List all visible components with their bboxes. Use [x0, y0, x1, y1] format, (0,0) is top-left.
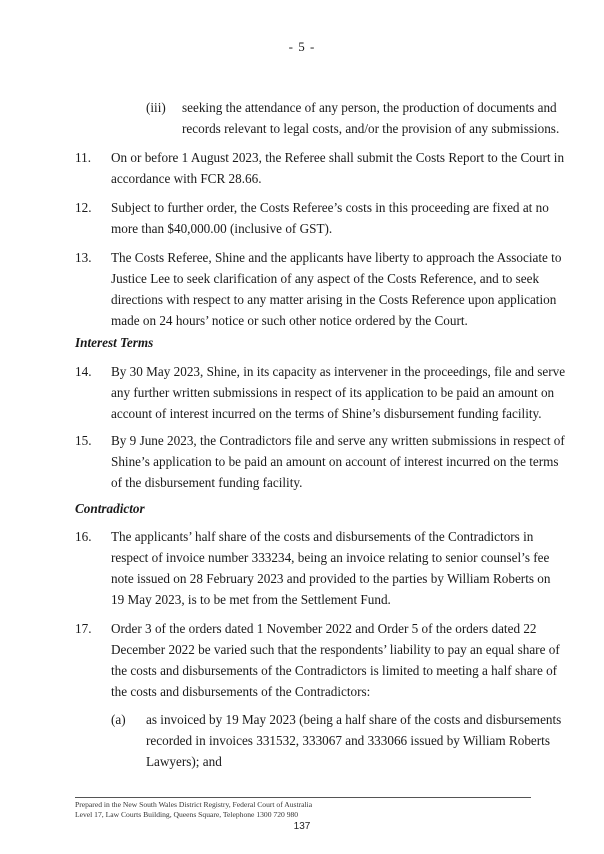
paragraph-line: more than $40,000.00 (inclusive of GST). [111, 221, 333, 236]
paragraph-line: note issued on 28 February 2023 and provided to the parties by William Roberts on [111, 571, 551, 586]
paragraph-line: the costs and disbursements of the Contradictors is limited to meeting a half share of [111, 663, 558, 678]
paragraph-line: the costs and disbursements of the Contradictors: [111, 684, 371, 699]
paragraph-line: On or before 1 August 2023, the Referee shall submit the Costs Report to the Court in [111, 150, 565, 165]
section-heading-interest-terms: Interest Terms [75, 335, 154, 350]
paragraph-line: Lawyers); and [146, 754, 222, 769]
paragraph-line: directions with respect to any matter arising in the Costs Reference upon application [111, 292, 557, 307]
paragraph-line: of the disbursement funding facility. [111, 475, 303, 490]
paragraph-line: 19 May 2023, is to be met from the Settlement Fund. [111, 592, 391, 607]
footer-registry: Prepared in the New South Wales District Registry, Federal Court of Australia [75, 800, 313, 809]
paragraph-line: seeking the attendance of any person, the production of documents and [182, 100, 557, 115]
footer-address: Level 17, Law Courts Building, Queens Square, Telephone 1300 720 980 [75, 810, 299, 819]
paragraph-line: any further written submissions in respect of its application to be paid an amount on [111, 385, 555, 400]
paragraph-line: account of interest incurred on the terms of Shine’s disbursement funding facility. [111, 406, 542, 421]
paragraph-number: 14. [75, 364, 92, 379]
paragraph-line: By 9 June 2023, the Contradictors file and serve any written submissions in respect of [111, 433, 565, 448]
paragraph-line: Order 3 of the orders dated 1 November 2022 and Order 5 of the orders dated 22 [111, 621, 537, 636]
paragraph-line: The applicants’ half share of the costs and disbursements of the Contradictors in [111, 529, 534, 544]
paragraph-number: 16. [75, 529, 92, 544]
paragraph-line: recorded in invoices 331532, 333067 and 333066 issued by William Roberts [146, 733, 550, 748]
footer-divider [75, 797, 531, 798]
paragraph-number: 13. [75, 250, 92, 265]
paragraph-number: 11. [75, 150, 91, 165]
paragraph-line: December 2022 be varied such that the respondents’ liability to pay an equal share of [111, 642, 560, 657]
page-number: - 5 - [288, 39, 316, 54]
paragraph-line: Justice Lee to seek clarification of any aspect of the Costs Reference, and to seek [111, 271, 540, 286]
paragraph-line: respect of invoice number 333234, being an invoice relating to senior counsel’s fee [111, 550, 550, 565]
subparagraph-number: (iii) [146, 100, 166, 115]
paragraph-line: made on 24 hours’ notice or such other notice ordered by the Court. [111, 313, 468, 328]
paragraph-line: By 30 May 2023, Shine, in its capacity as intervener in the proceedings, file and serve [111, 364, 566, 379]
paragraph-line: accordance with FCR 28.66. [111, 171, 262, 186]
subparagraph-number: (a) [111, 712, 126, 727]
paragraph-number: 15. [75, 433, 92, 448]
paragraph-line: Subject to further order, the Costs Referee’s costs in this proceeding are fixed at no [111, 200, 549, 215]
paragraph-line: Shine’s application to be paid an amount on account of interest incurred on the terms [111, 454, 559, 469]
section-heading-contradictor: Contradictor [75, 501, 145, 516]
paragraph-number: 12. [75, 200, 92, 215]
footer-page-number: 137 [293, 821, 311, 832]
paragraph-line: The Costs Referee, Shine and the applicants have liberty to approach the Associate to [111, 250, 562, 265]
paragraph-line: as invoiced by 19 May 2023 (being a half share of the costs and disbursements [146, 712, 562, 727]
paragraph-line: records relevant to legal costs, and/or the provision of any submissions. [182, 121, 560, 136]
paragraph-number: 17. [75, 621, 92, 636]
